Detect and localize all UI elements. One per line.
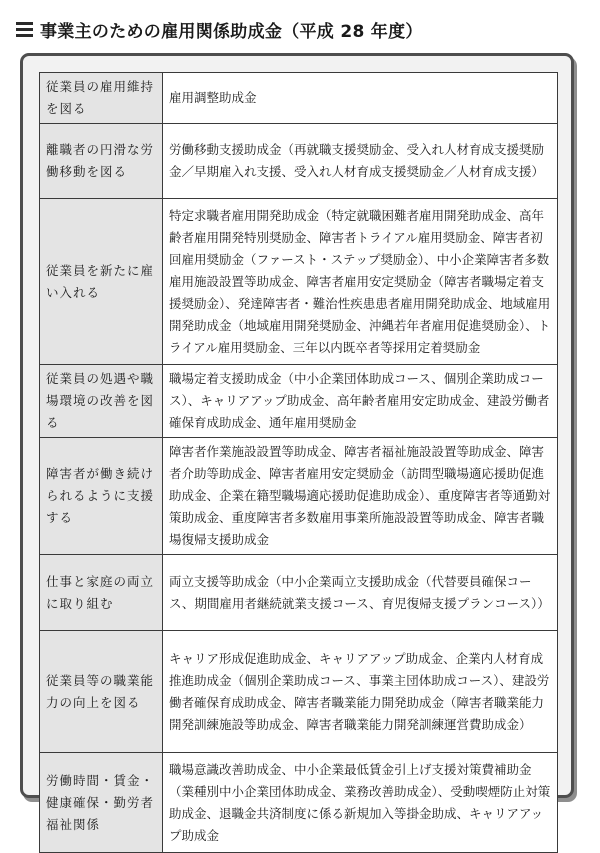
table-row <box>40 365 558 438</box>
grants-cell: 雇用調整助成金 <box>163 73 558 124</box>
grants-cell: 職場定着支援助成金（中小企業団体助成コース、個別企業助成コース）、キャリアアップ助成金、高年齢者雇用安定助成金、建設労働者確保育成助成金、通年雇用奨励金 <box>163 365 558 438</box>
table-row <box>40 438 558 555</box>
grants-cell: 障害者作業施設設置等助成金、障害者福祉施設設置等助成金、障害者介助等助成金、障害者雇用安定奨励金（訪問型職場適応援助促進助成金、企業在籍型職場適応援助促進助成金）、重度障害者等通勤対策助成金、重度障害者多数雇用事業所施設設置等助成金、障害者職場復帰支援助成金 <box>163 438 558 555</box>
category-cell: 従業員等の職業能力の向上を図る <box>40 631 163 753</box>
grants-cell: 職場意識改善助成金、中小企業最低賃金引上げ支援対策費補助金（業種別中小企業団体助成金、業務改善助成金）、受動喫煙防止対策助成金、退職金共済制度に係る新規加入等掛金助成、キャリアアップ助成金 <box>163 753 558 853</box>
grants-cell: 両立支援等助成金（中小企業両立支援助成金（代替要員確保コース、期間雇用者継続就業支援コース、育児復帰支援プランコース）） <box>163 555 558 631</box>
category-cell: 従業員の処遇や職場環境の改善を図る <box>40 365 163 438</box>
grants-cell: キャリア形成促進助成金、キャリアアップ助成金、企業内人材育成推進助成金（個別企業助成コース、事業主団体助成コース）、建設労働者確保育成助成金、障害者職業能力開発助成金（障害者職業能力開発訓練施設等助成金、障害者職業能力開発訓練運営費助成金） <box>163 631 558 753</box>
table-row <box>40 73 558 124</box>
category-cell: 離職者の円滑な労働移動を図る <box>40 124 163 199</box>
table-row <box>40 753 558 853</box>
category-cell: 労働時間・賃金・健康確保・勤労者福祉関係 <box>40 753 163 853</box>
category-cell: 障害者が働き続けられるように支援する <box>40 438 163 555</box>
list-menu-icon <box>16 22 33 37</box>
grants-cell: 労働移動支援助成金（再就職支援奨励金、受入れ人材育成支援奨励金／早期雇入れ支援、受入れ人材育成支援奨励金／人材育成支援） <box>163 124 558 199</box>
table-row <box>40 555 558 631</box>
table-row <box>40 631 558 753</box>
grant-panel <box>20 53 574 843</box>
category-cell: 従業員の雇用維持を図る <box>40 73 163 124</box>
category-cell: 従業員を新たに雇い入れる <box>40 199 163 365</box>
grant-table <box>39 72 558 853</box>
table-row <box>40 199 558 365</box>
category-cell: 仕事と家庭の両立に取り組む <box>40 555 163 631</box>
page-title: 事業主のための雇用関係助成金（平成 28 年度） <box>40 21 423 42</box>
grants-cell: 特定求職者雇用開発助成金（特定就職困難者雇用開発助成金、高年齢者雇用開発特別奨励金、障害者トライアル雇用奨励金、障害者初回雇用奨励金（ファースト・ステップ奨励金）、中小企業障害者多数雇用施設設置等助成金、障害者雇用安定奨励金（障害者職場定着支援奨励金）、発達障害者・難治性疾患患者雇用開発助成金、地域雇用開発助成金（地域雇用開発奨励金、沖縄若年者雇用促進奨励金）、トライアル雇用奨励金、三年以内既卒者等採用定着奨励金 <box>163 199 558 365</box>
table-row <box>40 124 558 199</box>
page-header <box>16 14 423 44</box>
